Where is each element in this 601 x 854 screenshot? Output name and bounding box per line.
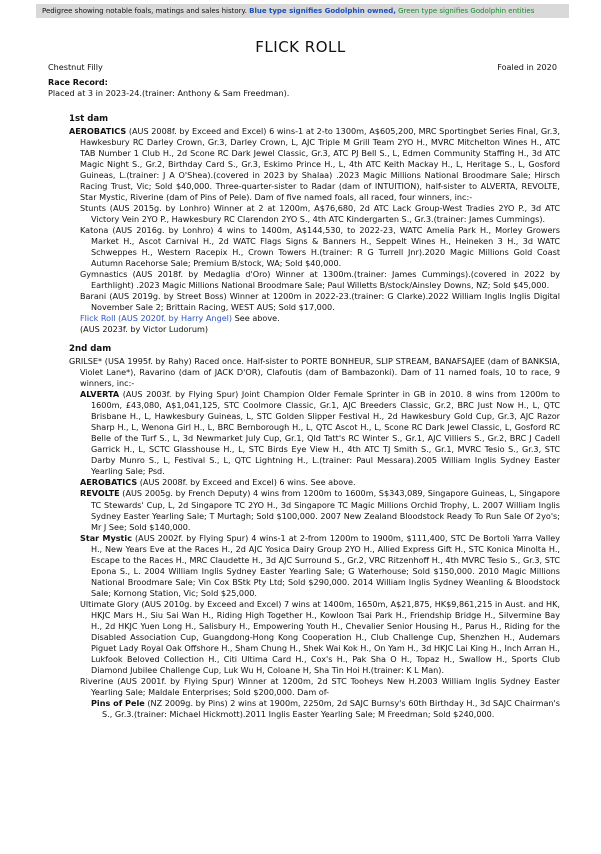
foal-entry [80, 477, 560, 488]
foal-text: (AUS 2018f. by Medaglia d'Oro) Winner at 1300m.(trainer: James Cummings).(covered in 2022 by Earthlight) .2023 Magic Millions National Broodmare Sale; Paul Willetts B/stock/Ainsley Downs, NZ; Sold $45,000. [91, 269, 560, 291]
legend-text: Pedigree showing notable foals, matings and sales history. [42, 7, 250, 15]
subject-foal-name: Flick Roll (AUS 2020f. by Harry Angel) [80, 313, 233, 324]
foal-name: Ultimate Glory [80, 598, 139, 609]
horse-summary [48, 62, 557, 99]
foal-entry [80, 324, 560, 335]
dam-entry [69, 126, 560, 203]
foal-name: Katona [80, 224, 109, 235]
second-dam-heading: 2nd dam [69, 344, 112, 355]
foaled-year: Foaled in 2020 [497, 62, 557, 72]
dam-name: AEROBATICS [69, 125, 127, 136]
foal-name: Barani [80, 291, 107, 302]
foal-text: See above. [232, 313, 280, 324]
foal-text: (AUS 2016g. by Lonhro) 4 wins to 1400m, A$144,530, to 2022-23, WATC Amelia Park H., Morley Growers Market H., Ascot Carnival H., 2d WATC Flags Signs & Banners H., Seppelt Wines H., Heineken 3 H., 3d WATC Schweppes H., Western Racepix H., Crown Towers H.(trainer: R G Turrell Jnr).2020 Magic Millions Gold Coast Autumn Racehorse Sale; Premium B/stock, WA; Sold $40,000. [91, 224, 560, 269]
foal-text: (AUS 2005g. by French Deputy) 4 wins from 1200m to 1600m, S$343,089, Singapore Guineas, L, Singapore TC Stewards' Cup, L, 2d Singapore TC 2YO H., 3d Singapore TC Magic Millions Orchid Trophy, L. 2007 William Inglis Sydney Easter Yearling Sale; T Murtagh; Sold $100,000. 2007 New Zealand Bloodstock Ready To Run Sale Of 2yo's; Mr J See; Sold $140,000. [91, 488, 560, 532]
foal-entry [80, 389, 560, 477]
dam-text: (AUS 2008f. by Exceed and Excel) 6 wins-1 at 2-to 1300m, A$605,200, MRC Sportingbet Series Final, Gr.3, Hawkesbury RC Darley Crown, Gr.3, Darley Crown, L, AJC Triple M Grill Team 2YO H., MVRC Mitchelton Wines H., ATC TAB Number 1 Club H., 2d Scone RC Dark Jewel Classic, Gr.3, ATC PJ Bell S., L, Edmen Community Staffing H., 3d ATC Magic Night S., Gr.2, Birthday Card S., Gr.3, Eskimo Prince H., L, 4th ATC Keith Mackay H., L, Heritage S., L, Gosford Guineas, L.(trainer: J A O'Shea).(covered in 2023 by Shalaa) .2023 Magic Millions National Broodmare Sale; Hirsch Racing Trust, Vic; Sold $40,000. Three-quarter-sister to Radar (dam of INTUITION), half-sister to ALVERTA, REVOLTE, Star Mystic, Riverine (dam of Pins of Pele). Dam of five named foals, all raced, four winners, inc:- [80, 125, 560, 202]
legend-godolphin-entities: Green type signifies Godolphin entities [395, 7, 535, 15]
foal-text: (AUS 2002f. by Flying Spur) 4 wins-1 at 2-from 1200m to 1900m, $111,400, STC De Bortoli Yarra Valley H., New Years Eve at the Races H., 2d AJC Yosica Dairy Group 2YO H., Allied Express Gift H., STC Konica Minolta H., Escape to the Races H., MRC Claudette H., 3d AJC Surround S., Gr.2, VRC Ritzenhoff H., 4th MVRC Tesio S., Gr.3, STC Epona S., L. 2004 William Inglis Sydney Easter Yearling Sale; G Waterhouse; Sold $150,000. 2010 Magic Millions National Broodmare Sale; Vin Cox BStk Pty Ltd; Sold $290,000. 2014 William Inglis Sydney Weanling & Bloodstock Sale; Kornong Station, Vic; Sold $25,000. [91, 532, 560, 598]
foal-entry [80, 269, 560, 291]
foal-name: Pins of Pele [91, 698, 145, 709]
foal-entry [80, 599, 560, 676]
page-title: FLICK ROLL [255, 38, 346, 56]
foal-entry [80, 225, 560, 269]
foal-entry [80, 488, 560, 532]
race-record-label: Race Record: [48, 77, 108, 88]
granddam-name: GRILSE* [69, 355, 103, 366]
granddam-entry [69, 356, 560, 389]
foal-text: (AUS 2019g. by Street Boss) Winner at 1200m in 2022-23.(trainer: G Clarke).2022 William Inglis Inglis Digital November Sale 2; Brittain Racing, WEST AUS; Sold $17,000. [91, 291, 560, 313]
foal-name: ALVERTA [80, 389, 120, 400]
foal-text: (AUS 2015g. by Lonhro) Winner at 2 at 1200m, A$76,680, 2d ATC Lack Group-West Tradies 2YO P., 3d ATC Victory Vein 2YO P., Hawkesbury RC Clarendon 2YO S., 4th ATC Kindergarten S., Gr.3.(trainer: James Cummings). [91, 202, 560, 224]
granddam-text: (USA 1995f. by Rahy) Raced once. Half-sister to PORTE BONHEUR, SLIP STREAM, BANAFSAJEE (dam of BANKSIA, Violet Lane*), Ravarino (dam of JACK D'OR), Clafoutis (dam of Bambazonki). Dam of 11 named foals, 10 to race, 9 winners, inc:- [80, 355, 560, 388]
foal-text: (AUS 2010g. by Exceed and Excel) 7 wins at 1400m, 1650m, A$21,875, HK$9,861,215 in Aust. and HK, HKJC Mars H., Siu Sai Wan H., Riding High Together H., Kowloon Tsai Park H., Friendship Bridge H., Silvermine Bay H., 2d HKJC Yuen Long H., Salisbury H., Empowering Youth H., Chevalier Senior Housing H., Parus H., Riding for the Disabled Association Cup, Guangdong-Hong Kong Cooperation H., Club Challenge Cup, Shenzhen H., Audemars Piguet Lady Royal Oak Offshore H., Sham Chung H., Shek Wai Kok H., On Yam H., 3d HKJC Lai King H., Inch Arran H., Lukfook Beloved Collection H., Citi Ultima Card H., Cox's H., Pak Sha O H., Topaz H., Swallow H., Sports Club Diamond Jubilee Challenge Cup, Luk Wu H, Coloane H, Sha Tin Hoi H.(trainer: K L Man). [91, 598, 560, 676]
race-record: Placed at 3 in 2023-24.(trainer: Anthony & Sam Freedman). [48, 88, 290, 99]
foal-text: (NZ 2009g. by Pins) 2 wins at 1900m, 2250m, 2d SAJC Burnsy's 60th Birthday H., 3d SAJC Chairman's S., Gr.3.(trainer: Michael Hickmott).2011 Inglis Easter Yearling Sale; M Freedman; Sold $240,000. [102, 698, 560, 720]
pedigree-content [69, 114, 560, 720]
foal-name: AEROBATICS [80, 477, 138, 488]
foal-entry [80, 676, 560, 698]
foal-name: Gymnastics [80, 269, 128, 280]
foal-text: (AUS 2008f. by Exceed and Excel) 6 wins. See above. [137, 477, 356, 488]
foal-name: Riverine [80, 676, 114, 687]
legend-banner [36, 4, 569, 18]
foal-entry-subject [80, 313, 560, 324]
foal-name: Stunts [80, 202, 106, 213]
horse-sex: Chestnut Filly [48, 62, 103, 72]
foal-entry [80, 533, 560, 599]
foal-name: Star Mystic [80, 532, 132, 543]
foal-text: (AUS 2001f. by Flying Spur) Winner at 1200m, 2d STC Tooheys New H.2003 William Inglis Sydney Easter Yearling Sale; Maldale Enterprises; Sold $200,000. Dam of- [91, 676, 560, 698]
legend-godolphin-owned: Blue type signifies Godolphin owned, [249, 7, 396, 15]
foal-text: (AUS 2003f. by Flying Spur) Joint Champion Older Female Sprinter in GB in 2010. 8 wins from 1200m to 1600m, £43,080, A$1,041,125, STC Coolmore Classic, Gr.1, AJC Breeders Classic, Gr.2, BRC Just Now H., L, QTC Brisbane H., L, Hawkesbury Guineas, L, STC Golden Slipper Festival H., 2d Hawkesbury Gold Cup, Gr.3, AJC Razor Sharp H., L, Wenona Girl H., L, BRC Bernborough H., L, QTC Ascot H., L, Scone RC Dark Jewel Classic, L, Gosford RC Belle of the Turf S., L, 3d Newmarket July Cup, Gr.1, Qld Tatt's RC Winter S., Gr.1, AJC Villiers S., Gr.2, BRC J Cadell Garrick H., L, SCTC Glasshouse H., L, STC Birds Eye View H., 4th ATC TJ Smith S., Gr.1, MVRC Tesio S., Gr.3, STC Darby Munro S., L, Festival S., L, QTC Lightning H., L.(trainer: Paul Messara).2005 William Inglis Sydney Easter Yearling Sale; Psd. [91, 389, 560, 477]
grandfoal-entry [91, 698, 560, 720]
first-dam-heading: 1st dam [69, 114, 109, 124]
foal-name: REVOLTE [80, 488, 120, 499]
foal-text: (AUS 2023f. by Victor Ludorum) [80, 324, 209, 335]
foal-entry [80, 203, 560, 225]
foal-entry [80, 291, 560, 313]
